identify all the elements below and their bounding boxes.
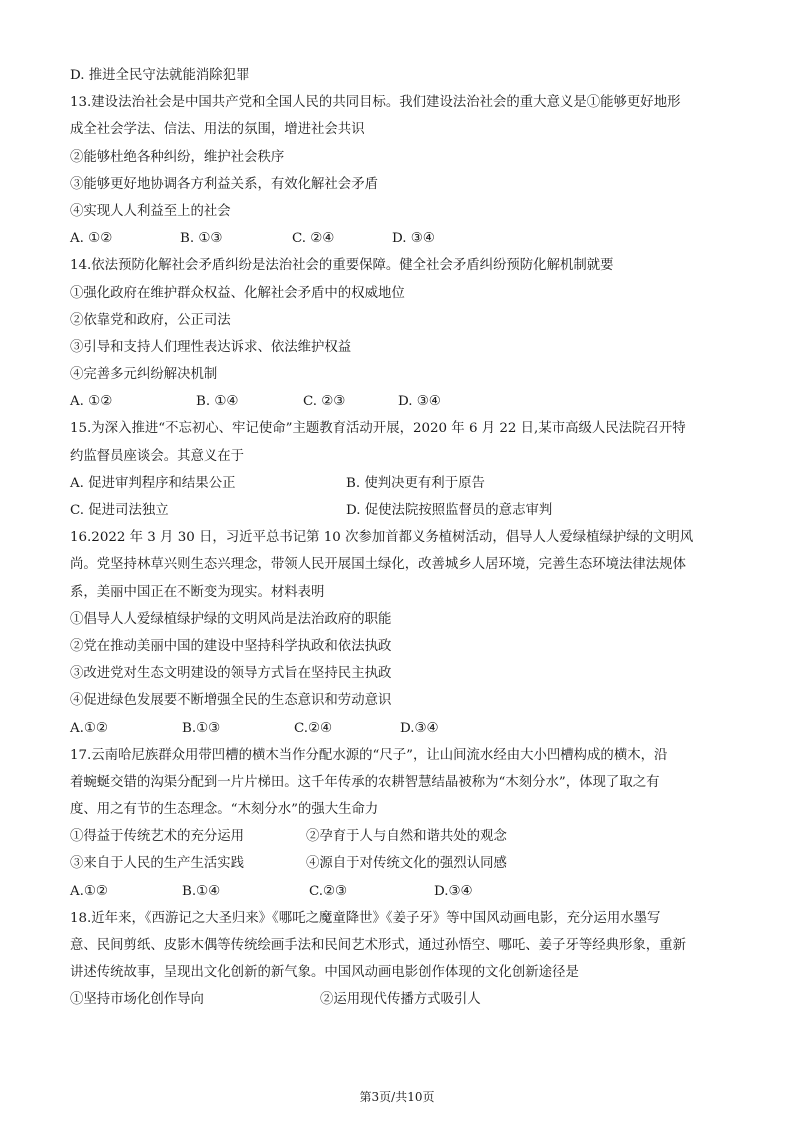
q17-statements-row-2 <box>70 850 730 877</box>
q13-statement-2: ②能够杜绝各种纠纷，维护社会秩序 <box>70 149 285 165</box>
q15-option-c: C. 促进司法独立 <box>70 503 169 518</box>
q12-option-d: D. 推进全民守法就能消除犯罪 <box>70 68 250 83</box>
q14-statement-4: ④完善多元纠纷解决机制 <box>70 367 218 383</box>
q14-statement-2: ②依靠党和政府，公正司法 <box>70 312 231 328</box>
q18-statement-2: ②运用现代传播方式吸引人 <box>320 992 481 1008</box>
q13-statement-4: ④实现人人利益至上的社会 <box>70 203 231 219</box>
q18-stem-line-3: 讲述传统故事，呈现出文化创新的新气象。中国风动画电影创作体现的文化创新途径是 <box>70 965 579 981</box>
q16-stem-line-3: 系，美丽中国正在不断变为现实。材料表明 <box>70 584 325 600</box>
q13-option-d: D. ③④ <box>392 231 435 247</box>
q16-statement-3: ③改进党对生态文明建设的领导方式旨在坚持民主执政 <box>70 666 392 682</box>
q13-stem-line-1: 13.建设法治社会是中国共产党和全国人民的共同目标。我们建设法治社会的重大意义是①能够更好地形 <box>70 95 681 111</box>
q13-statement-3: ③能够更好地协调各方利益关系，有效化解社会矛盾 <box>70 176 378 192</box>
q16-statement-2: ②党在推动美丽中国的建设中坚持科学执政和依法执政 <box>70 638 392 654</box>
q14-statement-3: ③引导和支持人们理性表达诉求、依法维护权益 <box>70 339 352 355</box>
q17-statement-4: ④源自于对传统文化的强烈认同感 <box>306 856 507 872</box>
q18-statement-1: ①坚持市场化创作导向 <box>70 992 204 1008</box>
q17-stem-line-1: 17.云南哈尼族群众用带凹槽的横木当作分配水源的“尺子”，让山间流水经由大小凹槽构成的横木，沿 <box>70 747 668 763</box>
q18-statements-row-1 <box>70 986 730 1013</box>
q15-option-d: D. 促使法院按照监督员的意志审判 <box>346 503 553 518</box>
q14-option-d: D. ③④ <box>398 394 441 410</box>
q15-stem-line-1: 15.为深入推进“不忘初心、牢记使命”主题教育活动开展，2020 年 6 月 22 日,某市高级人民法院召开特 <box>70 421 686 437</box>
q16-stem-line-2: 尚。党坚持林草兴则生态兴理念，带领人民开展国土绿化，改善城乡人居环境，完善生态环境法律法规体 <box>70 557 686 573</box>
q16-option-b: B.①③ <box>182 720 221 736</box>
q15-option-b: B. 使判决更有利于原告 <box>346 475 485 491</box>
q17-statement-3: ③来自于人民的生产生活实践 <box>70 856 245 872</box>
q17-options <box>70 878 730 905</box>
q16-statement-4: ④促进绿色发展要不断增强全民的生态意识和劳动意识 <box>70 693 392 709</box>
q16-options <box>70 715 730 742</box>
q18-stem-line-2: 意、民间剪纸、皮影木偶等传统绘画手法和民间艺术形式，通过孙悟空、哪吒、姜子牙等经典形象，重新 <box>70 938 686 953</box>
q17-statement-2: ②孕育于人与自然和谐共处的观念 <box>306 829 507 845</box>
q16-statement-1: ①倡导人人爱绿植绿护绿的文明风尚是法治政府的职能 <box>70 611 392 627</box>
q14-options <box>70 388 730 415</box>
q17-option-a: A.①② <box>70 883 108 899</box>
q16-option-d: D.③④ <box>400 720 439 736</box>
q17-option-d: D.③④ <box>434 883 473 899</box>
q16-stem-line-1: 16.2022 年 3 月 30 日，习近平总书记第 10 次参加首都义务植树活动，倡导人人爱绿植绿护绿的文明风 <box>70 530 694 546</box>
q14-option-a: A. ①② <box>70 394 113 410</box>
q15-stem-line-2: 约监督员座谈会。其意义在于 <box>70 448 245 464</box>
q17-option-c: C.②③ <box>309 883 348 899</box>
document-page <box>70 62 730 1014</box>
q18-stem-line-1: 18.近年来，《西游记之大圣归来》《哪吒之魔童降世》《姜子牙》等中国风动画电影，充分运用水墨写 <box>70 910 661 926</box>
page-number-footer: 第3页/共10页 <box>359 1090 435 1104</box>
q16-option-c: C.②④ <box>294 720 333 736</box>
q13-option-a: A. ①② <box>70 231 113 247</box>
q13-option-b: B. ①③ <box>180 231 223 247</box>
q17-stem-line-2: 着蜿蜒交错的沟渠分配到一片片梯田。这千年传承的农耕智慧结晶被称为“木刻分水”，体现了取之有 <box>70 774 660 790</box>
q17-statement-1: ①得益于传统艺术的充分运用 <box>70 829 245 845</box>
q17-statements-row-1 <box>70 823 730 850</box>
q15-options-row-1 <box>70 470 730 497</box>
q14-option-b: B. ①④ <box>196 394 239 410</box>
q14-stem: 14.依法预防化解社会矛盾纠纷是法治社会的重要保障。健全社会矛盾纠纷预防化解机制就要 <box>70 258 614 274</box>
q15-options-row-2 <box>70 497 730 524</box>
q17-option-b: B.①④ <box>182 883 221 899</box>
q14-statement-1: ①强化政府在维护群众权益、化解社会矛盾中的权威地位 <box>70 285 405 301</box>
q16-option-a: A.①② <box>70 720 108 736</box>
q14-option-c: C. ②③ <box>303 394 346 410</box>
q13-stem-line-2: 成全社会学法、信法、用法的氛围，增进社会共识 <box>70 122 365 138</box>
q13-options <box>70 225 730 252</box>
q15-option-a: A. 促进审判程序和结果公正 <box>70 475 236 491</box>
q17-stem-line-3: 度、用之有节的生态理念。“木刻分水”的强大生命力 <box>70 802 379 818</box>
q13-option-c: C. ②④ <box>292 231 335 247</box>
